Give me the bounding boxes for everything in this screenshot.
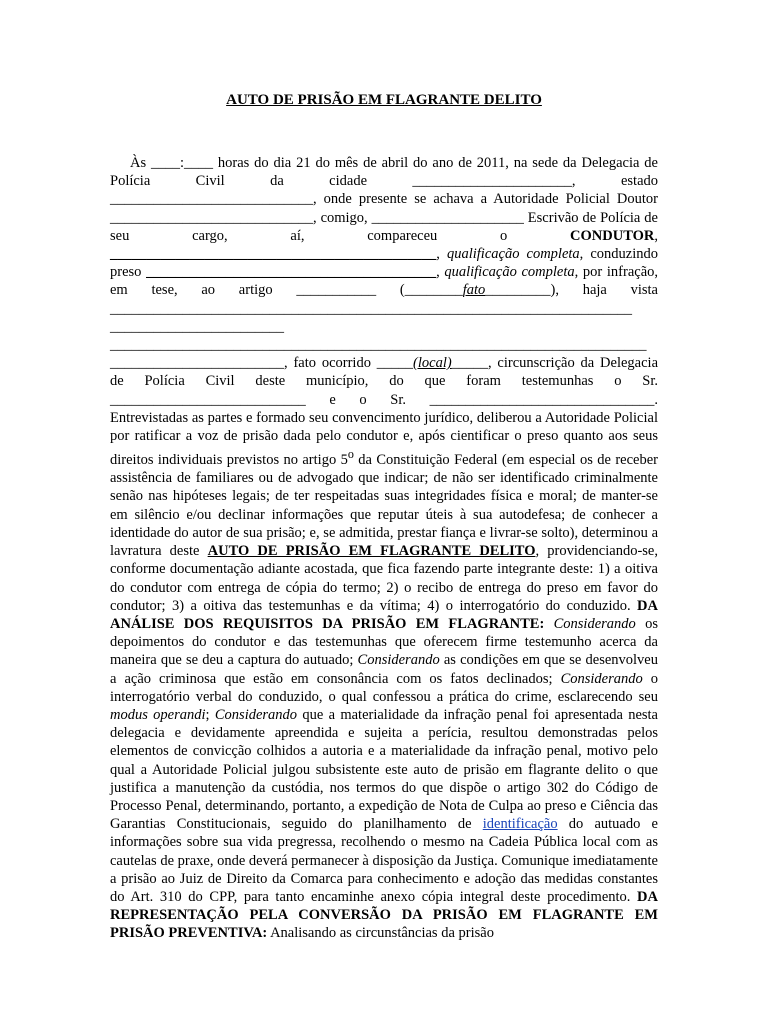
blank-line: ________________________________________ [146, 264, 437, 281]
text-segment: , conduzindo preso [110, 246, 659, 281]
text-segment: , por infração, em tese, ao artigo ___________ (________ [110, 264, 659, 299]
text-segment: , [436, 264, 445, 281]
qualificacao-placeholder: qualificação completa [444, 264, 575, 281]
considerando-label: Considerando [553, 615, 636, 632]
identificacao-link[interactable]: identificação [482, 816, 558, 833]
considerando-label: Considerando [560, 670, 643, 687]
analise-heading: DA ANÁLISE DOS REQUISITOS DA PRISÃO EM FLAGRANTE: [110, 597, 658, 632]
text-segment: _________), haja vista ________________________________________________________________________ ________________________ __________________________________________________________________________ ________________________, fato ocorrido _____ [110, 282, 658, 372]
text-segment: _____, circunscrição da Delegacia de Polícia Civil deste município, do que foram testemunhas o Sr. ___________________________ e o Sr. _______________________________. Entrevistadas as partes e formado seu convencimento jurídico, deliberou a Autoridade Policial por ratificar a voz de prisão dada pelo condutor e, após cientificar o preso quanto aos seus direitos individuais previstos no artigo 5 [110, 355, 658, 469]
text-segment: da Constituição Federal (em especial os de receber assistência de familiares ou de advogado que indicar; de não ser identificado criminalmente senão nas hipóteses legais; de ter respeitadas suas integridades física e moral; de manter-se em silêncio e/ou declinar informações que reputar úteis à sua autodefesa; de conhecer a identidade do autor de sua prisão; e, se admitida, prestar fiança e livrar-se solto), determinou a lavratura deste [110, 452, 658, 560]
text-segment: Analisando as circunstâncias da prisão [267, 925, 494, 942]
text-segment: , [436, 246, 447, 263]
document-body [110, 154, 658, 943]
text-segment: as condições em que se desenvolveu a ação criminosa que estão em consonância com os fatos declinados; [110, 652, 658, 687]
considerando-label: Considerando [214, 706, 298, 723]
superscript-o: o [347, 447, 354, 462]
text-segment: o interrogatório verbal do conduzido, o qual confessou a prática do crime, esclarecendo seu [110, 670, 659, 705]
main-paragraph [110, 154, 658, 943]
qualificacao-placeholder: qualificação completa [446, 246, 580, 263]
text-segment: , [654, 227, 658, 244]
text-segment [544, 616, 553, 632]
modus-operandi: modus operandi [110, 706, 206, 723]
condutor-label: CONDUTOR [570, 227, 655, 244]
text-segment: do autuado e informações sobre sua vida pregressa, recolhendo o mesmo na Cadeia Pública local com as cautelas de praxe, onde deverá permanecer à disposição da Justiça. Comunique imediatamente a prisão ao Juiz de Direito da Comarca para conhecimento e adoção das medidas constantes do Art. 310 do CPP, para tanto encaminhe anexo cópia integral deste procedimento. [110, 816, 658, 905]
considerando-label: Considerando [357, 652, 440, 669]
text-segment: Às ____:____ horas do dia 21 do mês de abril do ano de 2011, na sede da Delegacia de Polícia Civil da cidade ______________________, estado ____________________________, onde presente se achava a Autoridade Policial Doutor ____________________________, comigo, _____________________ Escrivão de Polícia de seu cargo, aí, compareceu o [110, 155, 658, 244]
document-title: AUTO DE PRISÃO EM FLAGRANTE DELITO [226, 92, 542, 108]
blank-line: _____________________________________________ [110, 246, 437, 263]
text-segment: que a materialidade da infração penal foi apresentada nesta delegacia e devidamente apreendida e sujeita a perícia, resultou demonstradas pelos elementos de convicção colhidos a autoria e a materialidade da infração penal, motivo pelo qual a Autoridade Policial julgou subsistente este auto de prisão em flagrante delito o que justifica a manutenção da custódia, nos termos do que dispõe o artigo 302 do Código de Processo Penal, determinando, portanto, a expedição de Nota de Culpa ao preso e Ciência das Garantias Constitucionais, seguido do planilhamento de [110, 706, 658, 833]
fato-placeholder: fato [462, 282, 486, 299]
text-segment: ; [205, 706, 215, 723]
auto-heading-inline: AUTO DE PRISÃO EM FLAGRANTE DELITO [207, 543, 536, 560]
representacao-heading: DA REPRESENTAÇÃO PELA CONVERSÃO DA PRISÃO EM FLAGRANTE EM PRISÃO PREVENTIVA: [110, 888, 658, 942]
text-segment: , providenciando-se, conforme documentação adiante acostada, que fica fazendo parte integrante deste: 1) a oitiva do condutor com entrega de cópia do termo; 2) o recibo de entrega do preso em favor do condutor; 3) a oitiva das testemunhas e da vítima; 4) o interrogatório do conduzido. [110, 543, 658, 614]
text-segment: os depoimentos do condutor e das testemunhas que oferecem firme testemunho acerca da maneira que se deu a captura do autuado; [110, 615, 658, 669]
local-placeholder: (local) [413, 355, 452, 372]
